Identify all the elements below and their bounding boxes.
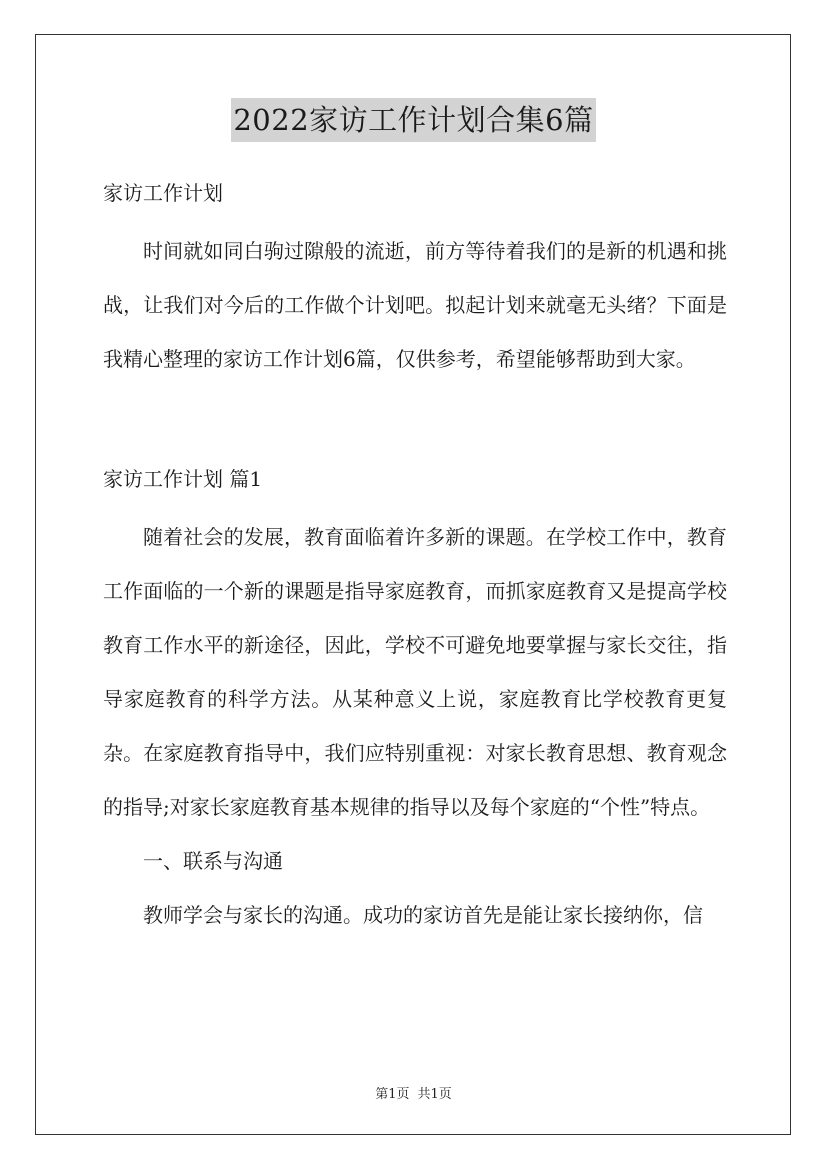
document-body [103, 170, 727, 942]
title-container [0, 98, 827, 142]
page-total: 共1页 [417, 1087, 452, 1102]
section-1-heading: 家访工作计划 篇1 [103, 467, 263, 491]
subsection-1-paragraph: 教师学会与家长的沟通。成功的家访首先是能让家长接纳你，信 [143, 903, 703, 927]
document-title: 2022家访工作计划合集6篇 [231, 98, 595, 142]
subsection-1-heading: 一、联系与沟通 [143, 849, 283, 873]
intro-paragraph: 时间就如同白驹过隙般的流逝，前方等待着我们的是新的机遇和挑战，让我们对今后的工作做个计划吧。拟起计划来就毫无头绪？下面是我精心整理的家访工作计划6篇，仅供参考，希望能够帮助到大家。 [103, 239, 727, 371]
page-number: 第1页 [375, 1087, 410, 1102]
section-1-paragraph: 随着社会的发展，教育面临着许多新的课题。在学校工作中，教育工作面临的一个新的课题是指导家庭教育，而抓家庭教育又是提高学校教育工作水平的新途径，因此，学校不可避免地要掌握与家长交往，指导家庭教育的科学方法。从某种意义上说，家庭教育比学校教育更复杂。在家庭教育指导中，我们应特别重视：对家长教育思想、教育观念的指导;对家长家庭教育基本规律的指导以及每个家庭的“个性”特点。 [103, 525, 727, 819]
page-footer [0, 1083, 827, 1102]
intro-heading: 家访工作计划 [103, 181, 223, 205]
